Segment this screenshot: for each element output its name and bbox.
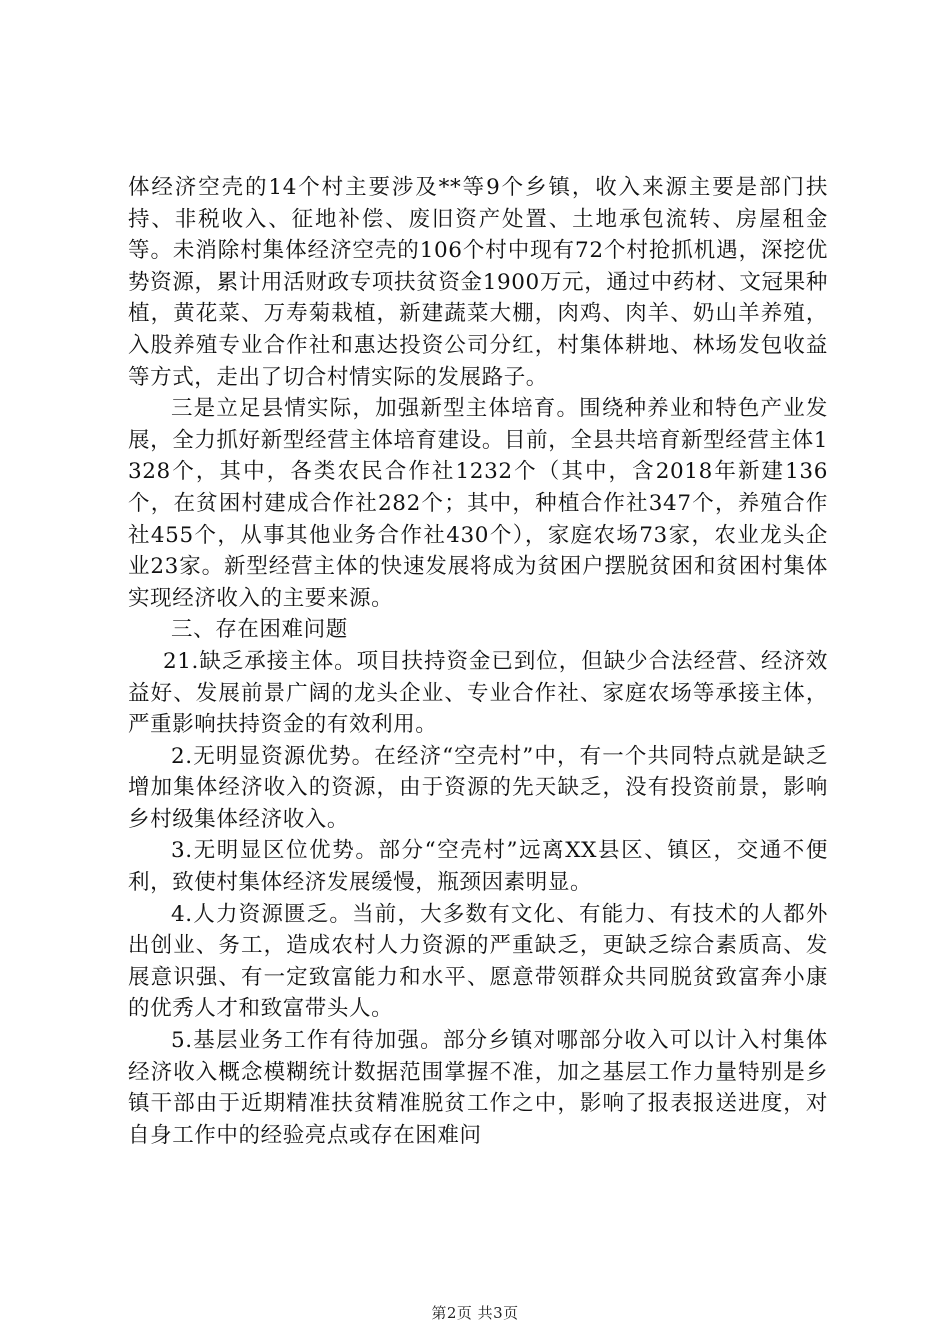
paragraph-item-4: 4.人力资源匮乏。当前，大多数有文化、有能力、有技术的人都外出创业、务工，造成农村人力资源的严重缺乏，更缺乏综合素质高、发展意识强、有一定致富能力和水平、愿意带领群众共同脱贫致富奔小康的优秀人才和致富带头人。: [128, 901, 828, 1022]
document-body: [128, 172, 828, 1151]
paragraph-item-2: 2.无明显资源优势。在经济“空壳村”中，有一个共同特点就是缺乏增加集体经济收入的资源，由于资源的先天缺乏，没有投资前景，影响乡村级集体经济收入。: [128, 743, 828, 832]
paragraph-new-entity-cultivation: 三是立足县情实际，加强新型主体培育。围绕种养业和特色产业发展，全力抓好新型经营主体培育建设。目前，全县共培育新型经营主体1328个，其中，各类农民合作社1232个（其中，含2018年新建136个，在贫困村建成合作社282个；其中，种植合作社347个，养殖合作社455个，从事其他业务合作社430个），家庭农场73家，农业龙头企业23家。新型经营主体的快速发展将成为贫困户摆脱贫困和贫困村集体实现经济收入的主要来源。: [128, 396, 828, 611]
paragraph-item-5: 5.基层业务工作有待加强。部分乡镇对哪部分收入可以计入村集体经济收入概念模糊统计数据范围掌握不准，加之基层工作力量特别是乡镇干部由于近期精准扶贫精准脱贫工作之中，影响了报表报送进度，对自身工作中的经验亮点或存在困难问: [128, 1028, 828, 1148]
section-heading-difficulties: 三、存在困难问题: [171, 617, 348, 643]
paragraph-item-1: 21.缺乏承接主体。项目扶持资金已到位，但缺少合法经营、经济效益好、发展前景广阔的龙头企业、专业合作社、家庭农场等承接主体，严重影响扶持资金的有效利用。: [128, 648, 828, 738]
paragraph-item-3: 3.无明显区位优势。部分“空壳村”远离XX县区、镇区，交通不便利，致使村集体经济发展缓慢，瓶颈因素明显。: [128, 838, 828, 896]
paragraph-continuation: 体经济空壳的14个村主要涉及**等9个乡镇，收入来源主要是部门扶持、非税收入、征地补偿、废旧资产处置、土地承包流转、房屋租金等。未消除村集体经济空壳的106个村中现有72个村抢抓机遇，深挖优势资源，累计用活财政专项扶贫资金1900万元，通过中药材、文冠果种植，黄花菜、万寿菊栽植，新建蔬菜大棚，肉鸡、肉羊、奶山羊养殖，入股养殖专业合作社和惠达投资公司分红，村集体耕地、林场发包收益等方式，走出了切合村情实际的发展路子。: [128, 175, 828, 390]
page-footer: 第2页 共3页: [431, 1304, 519, 1322]
